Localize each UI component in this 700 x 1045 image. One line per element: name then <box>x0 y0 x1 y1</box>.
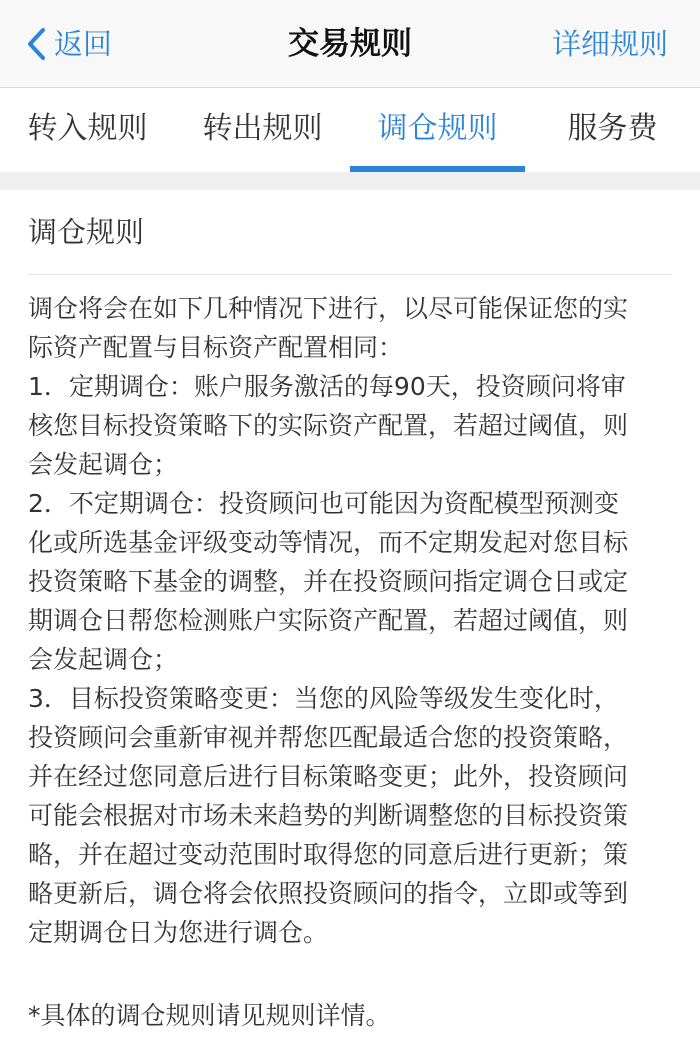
navigation-bar <box>0 0 700 88</box>
rules-line: 期调仓日帮您检测账户实际资产配置，若超过阈值，则 <box>28 606 629 635</box>
back-label: 返回 <box>54 27 113 61</box>
rules-line: 略，并在超过变动范围时取得您的同意后进行更新；策 <box>28 840 629 869</box>
rules-body <box>28 289 668 952</box>
tab-bar <box>0 88 700 172</box>
tab-transfer-out-rules[interactable]: 转出规则 <box>202 111 323 146</box>
rules-line: 调仓将会在如下几种情况下进行，以尽可能保证您的实 <box>28 294 629 323</box>
rules-line: 际资产配置与目标资产配置相同： <box>28 333 404 362</box>
tab-transfer-in-rules[interactable]: 转入规则 <box>27 111 148 146</box>
rules-line: 1．定期调仓：账户服务激活的每90天，投资顾问将审 <box>28 372 626 401</box>
rules-line: 会发起调仓； <box>28 450 179 479</box>
tab-service-fee[interactable]: 服务费 <box>567 111 658 146</box>
rules-line: 可能会根据对市场未来趋势的判断调整您的目标投资策 <box>28 801 629 830</box>
rules-line: 2．不定期调仓：投资顾问也可能因为资配模型预测变 <box>28 489 619 518</box>
rules-line: 投资策略下基金的调整，并在投资顾问指定调仓日或定 <box>28 567 629 596</box>
detailed-rules-link[interactable]: 详细规则 <box>551 27 668 61</box>
section-divider <box>28 274 672 275</box>
rules-line: 核您目标投资策略下的实际资产配置，若超过阈值，则 <box>28 411 629 440</box>
section-title: 调仓规则 <box>28 215 145 249</box>
rules-line: 略更新后，调仓将会依照投资顾问的指令，立即或等到 <box>28 879 629 908</box>
rules-line: 并在经过您同意后进行目标策略变更；此外，投资顾问 <box>28 762 629 791</box>
rules-line: 3．目标投资策略变更：当您的风险等级发生变化时， <box>28 684 619 713</box>
rules-footnote: *具体的调仓规则请见规则详情。 <box>28 1001 391 1030</box>
rules-line: 会发起调仓； <box>28 645 179 674</box>
page-title: 交易规则 <box>288 26 412 62</box>
rules-line: 化或所选基金评级变动等情况，而不定期发起对您目标 <box>28 528 629 557</box>
rules-line: 定期调仓日为您进行调仓。 <box>28 918 329 947</box>
tab-rebalance-rules[interactable]: 调仓规则 <box>377 111 498 146</box>
section-separator <box>0 172 700 190</box>
rules-content <box>0 190 700 1045</box>
rules-line: 投资顾问会重新审视并帮您匹配最适合您的投资策略， <box>28 723 629 752</box>
